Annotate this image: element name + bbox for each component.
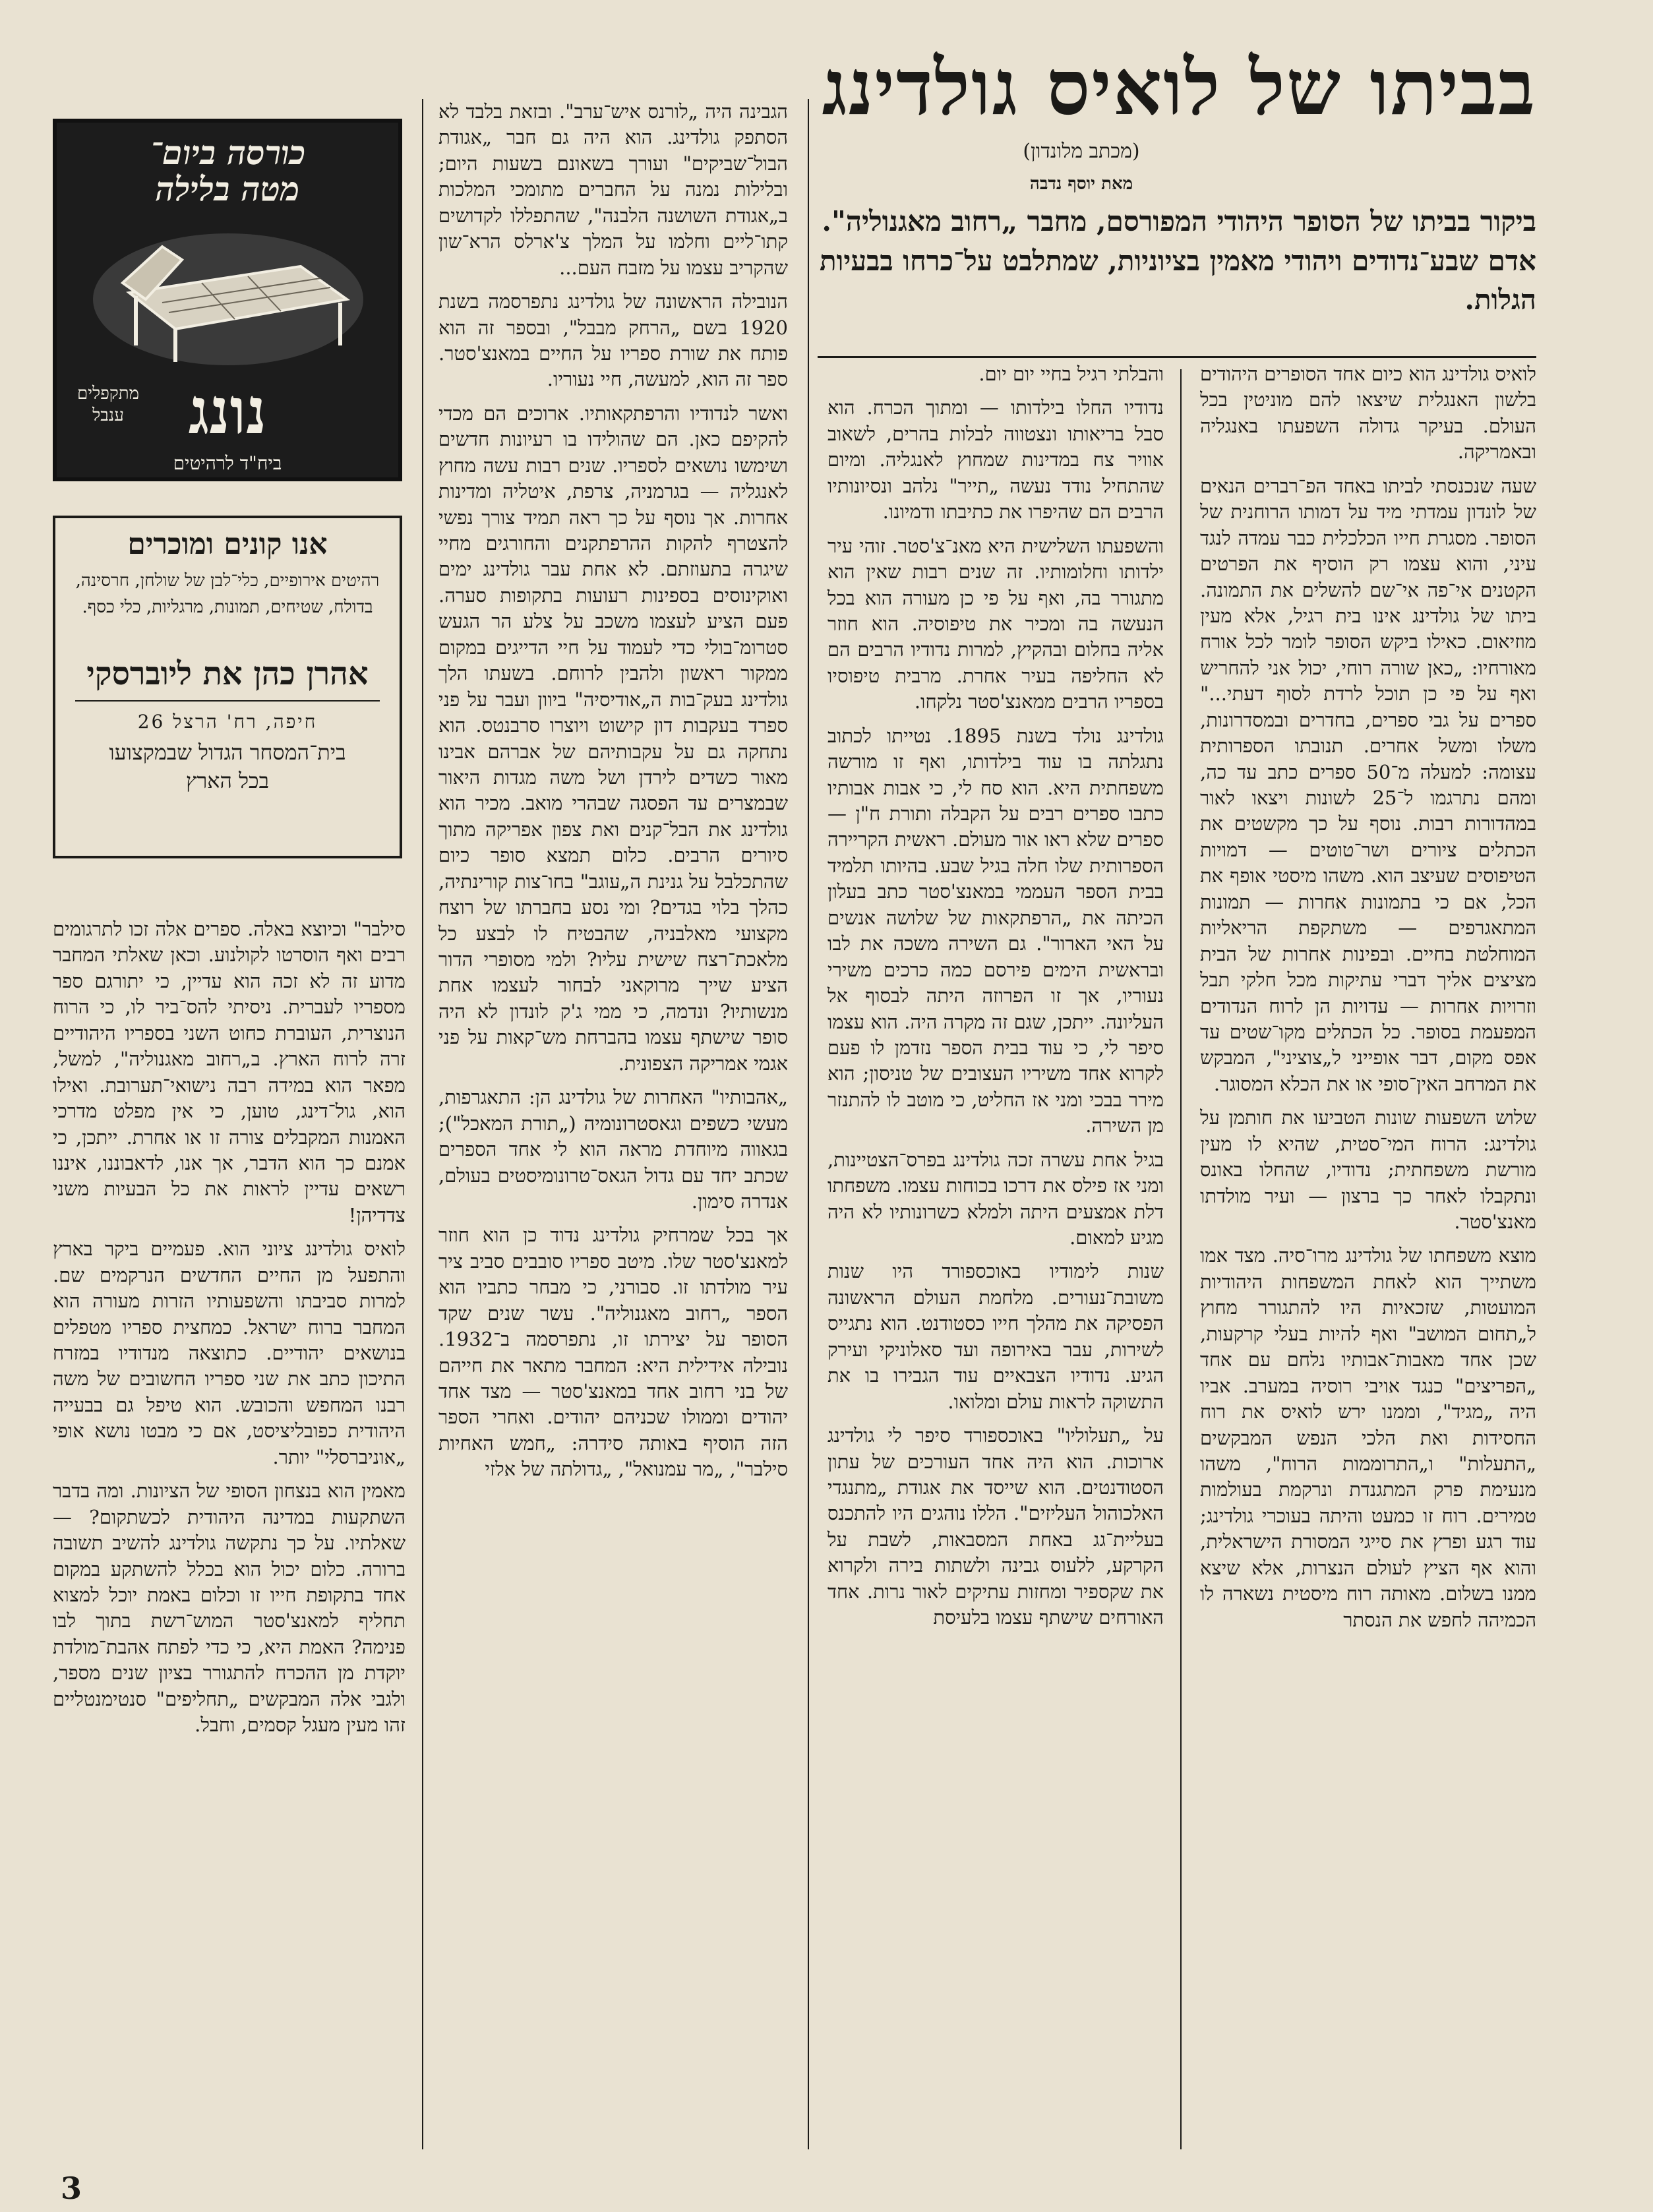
armchair-advertisement — [53, 119, 402, 481]
paragraph: שנות לימודיו באוכספורד היו שנות משובת־נעורים. מלחמת העולם הראשונה הפסיקה את מהלך חייו כסטודנט. הוא נתגייס לשירות, עבר באירופה ועד סאלוניקי ועירק הגיע. נדודיו הצבאיים עוד הגבירו בו את התשוקה לראות עולם ומלואו. — [827, 1260, 1164, 1413]
paragraph: הנובילה הראשונה של גולדינג נתפרסמה בשנת 1920 בשם „הרחק מבבל", ובספר זה הוא פותח את שורת ספריו על החיים במאנצ'סטר. ספר זה הוא, למעשה, חיי נעוריו. — [438, 290, 788, 391]
article-dateline: (מכתב מלונדון) — [1023, 140, 1140, 163]
ad-slogan: כורסה ביום־ מטה בלילה — [149, 133, 306, 208]
column-divider — [808, 99, 809, 2149]
ad-address: חיפה, רח' הרצל 26 — [137, 710, 318, 732]
armchair-illustration — [83, 220, 373, 372]
paragraph: מאמין הוא בנצחון הסופי של הציונות. ומה בדבר השתקעות במדינה היהודית לכשתקום? — שאלתיו. על כך נתקשה גולדינג להשיב תשובה ברורה. כלום יכול הוא בכלל להשתקע במקום אחד בתקופת חייו זו וכלום באמת יוכל למצוא תחליף למאנצ'סטר המוש־רשת בתוך לבו פנימה? האמת היא, כי כדי לפתח אהבת־מולדת יוקדת מן ההכרח להתגורר בציון שנים מספר, ולגבי אלה המבקשים „תחליפים" סנטימנטליים זהו מעין מעגל קסמים, וחבל. — [53, 1480, 406, 1737]
paragraph: והשפעתו השלישית היא מאנ־צ'סטר. זוהי עיר ילדותו וחלומותיו. זה שנים רבות שאין הוא מתגורר בה, ואף על פי כן מעורה הוא בכל הנעשה בה ומכיר את טיפוסיה. הוא חוזר אליה בחלום ובהקיץ, למרות נדודיו הרבים הם לא החליפה בעיר אחרת. מרבית טיפוסיו בספריו הרבים ממאנצ'סטר נלקחו. — [827, 534, 1164, 713]
furniture-dealer-advertisement — [53, 516, 402, 858]
article-column-2 — [827, 361, 1164, 2155]
article-title: בביתו של לואיס גולדינג — [822, 43, 1536, 133]
ad-items: רהיטים אירופיים, כלי־לבן של שולחן, חרסינה, בדולח, שטיחים, תמונות, מרגליות, כלי כסף. — [75, 571, 380, 618]
ad-description: בית־המסחר הגדול שבמקצועו בכל הארץ — [109, 739, 346, 793]
paragraph: שעה שנכנסתי לביתו באחד הפ־רברים הנאים של לונדון עמדתי מיד על דמותו הרוחנית של הסופר. מסגרת חייו הכלכלית כבר עמדה לנגד עיני, והוא עצמו רק הוסיף את הפרטים הקטנים אי־פה אי־שם להשלים את התמונה. ביתו של גולדינג אינו בית רגיל, אלא מעין מוזיאום. כאילו ביקש הסופר לומר לכל אורח מאורחיו: „כאן שורה רוחי, יכול אני להחריש ואף על פי כן תוכל לרדת לסוף דעתי..." ספרים על גבי ספרים, בחדרים ובמסדרונות, משלו ומשל אחרים. תנובתו הספרותית עצומה: למעלה מ־50 ספרים כתב עד כה, ומהם נתרגמו ל־25 לשונות ויצאו לאור במהדורות רבות. נוסף על כך מקשטים את הכתלים ציורים ושר־טוטים — דמויות הטיפוסים שעיצב הוא. משהו מיסטי אופף את הכל, אם כי בתמונות אחרות — תמונות המתאגרפים — משתקפת הריאליות המוחלטת בחיים. ובפינות אחרות של הבית מציצים אליך דברי עתיקות מכל חלקי תבל וזרויות אחרות — עדויות הן לרוח הנדודים המפעמת בסופר. כל הכתלים מקו־שטים עד אפס מקום, דבר אופייני ל„צוציני", המבקש את המרחב האין־סופי או את הכלא המסוגר. — [1200, 474, 1536, 1095]
paragraph: לואיס גולדינג הוא כיום אחד הסופרים היהודים בלשון האנגלית שיצאו להם מוניטין בכל העולם. בעיקר גדולה השפעתו באנגליה ובאמריקה. — [1200, 363, 1536, 463]
paragraph: נדודיו החלו בילדותו — ומתוך הכרח. הוא סבל בריאותו ונצטווה לבלות בהרים, לשאוב אוויר צח במדינות שמחוץ לאנגליה. ומיום שהתחיל נודד נעשה „תייר" נלהב ונסיונותיו הרבים הם שהיפרו את כתיבתו ודמיונו. — [827, 396, 1164, 523]
article-byline: מאת יוסף נדבה — [1029, 174, 1133, 194]
ad-tag: מתקפלים ענבל — [76, 384, 139, 425]
paragraph: „אהבותיו" האחרות של גולדינג הן: התאגרפות, מעשי כשפים וגאסטרונומיה („תורת המאכל"); בגאווה מיוחדת מראה הוא לי אחד הספרים שכתב יחד עם גדול הגאס־טרונומיסטים בעולם, אנדרה סימון. — [438, 1086, 788, 1212]
paragraph: והבלתי רגיל בחיי יום יום. — [978, 363, 1164, 385]
paragraph: הגבינה היה „לורנס איש־ערב". ובזאת בלבד לא הסתפק גולדינג. הוא היה גם חבר „אגודת הבול־שביקים" ועורך בשאונם בשעות היום; ובלילות נמנה על החברים מתומכי המלכות ב„אגודת השושנה הלבנה", שהתפללו לקדושים קתו־ליים וחלמו על המלך צ'ארלס הרא־שון שהקריב עצמו על מזבח העם... — [438, 100, 788, 279]
paragraph: סילבר" וכיוצא באלה. ספרים אלה זכו לתרגומים רבים ואף הוסרטו לקולנוע. וכאן שאלתי המחבר מדוע זה לא זכה הוא עדיין, כי יתורגם ספר מספריו לעברית. ניסיתי להס־ביר לו, כי הרוח הנוצרית, העוברת כחוט השני בספריו היהודיים זרה לרוח הארץ. ב„רחוב מאגנוליה", למשל, מפאר הוא במידה רבה נישואי־תערובת. ואילו הוא, גול־דינג, טוען, כי אין מפלט מדרכי האמנות המקבלים צורה זו או אחרת. ייתכן, כי אמנם כך הוא הדבר, אך אנו, לדאבוננו, איננו רשאים עדיין לראות את כל הבעיות משני צדדיהן! — [53, 918, 406, 1226]
ad-brand-logo: נונג — [188, 374, 267, 448]
paragraph: על „תעלוליו" באוכספורד סיפר לי גולדינג ארוכות. הוא היה אחד העורכים של עתון הסטודנטים. הוא שייסד את אגודת „מתנגדי האלכוהול העליזים". הללו נוהגים היו להתכנס בעליית־גג באחת המסבאות, לשבת על הקרקע, ללעוס גבינה ולשתות בירה ולקרוא את שקספיר ומחזות עתיקים לאור נרות. אחד האורחים שישתף עצמו בלעיסת — [827, 1424, 1164, 1629]
ad-divider — [75, 700, 380, 702]
paragraph: גולדינג נולד בשנת 1895. נטייתו לכתוב נתגלתה בו עוד בילדותו, ואף זו מורשה משפחתית היא. הוא סח לי, כי אבות אבותיו כתבו ספרים רבים על הקבלה ותורת ח"ן — ספרים שלא ראו אור מעולם. ראשית הקריירה הספרותית שלו חלה בגיל שבע. בהיותו תלמיד בבית הספר העממי במאנצ'סטר כתב בעלון הכיתה את „הרפתקאות של שלושה אנשים על האי הארור". גם השירה משכה את לבו ובראשית הימים פירסם כמה כרכים משירי נעוריו, אך זו הפרוזה היתה לבסוף אל העליונה. ייתכן, שגם זה מקרה היה. הוא עצמו סיפר לי, כי עוד בבית הספר נזדמן לו פעם לקרוא אחד משיריו העצובים של טניסון; הוא מירר בבכי ומני אז החליט, כי מוטב לו להתנזר מן השירה. — [827, 724, 1164, 1137]
article-column-1 — [1200, 361, 1536, 2155]
paragraph: שלוש השפעות שונות הטביעו את חותמן על גולדינג: הרוח המי־סטית, שהיא לו מעין מורשת משפחתית; נדודיו, שהחלו באונס ונתקבלו לאחר כך ברצון — ועיר מולדתו מאנצ'סטר. — [1200, 1106, 1536, 1233]
lead-divider — [818, 356, 1536, 358]
article-column-3 — [438, 99, 788, 2155]
ad-subline: ביח"ד לרהיטים — [173, 452, 282, 474]
column-divider — [1180, 369, 1182, 2149]
ad-business-name: אהרן כהן את ליוברסקי — [86, 655, 369, 692]
paragraph: אך בכל שמרחיק גולדינג נדוד כן הוא חוזר למאנצ'סטר שלו. מיטב ספריו סובבים סביב ציר עיר מולדתו זו. סבורני, כי מבחר כתביו הוא הספר „רחוב מאגנוליה". עשר שנים שקד הסופר על יצירתו זו, נתפרסמה ב־1932. נובילה אידילית היא: המחבר מתאר את חייהם של בני רחוב אחד במאנצ'סטר — מצד אחד יהודים וממולו שכניהם יהודים. ואחרי הספר הזה הוסיף באותה סידרה: „חמש האחיות סילבר", „מר עמנואל", „גדולתה של אלזי — [438, 1224, 788, 1481]
article-column-4 — [53, 916, 406, 2155]
paragraph: ואשר לנדודיו והרפתקאותיו. ארוכים הם מכדי להקיפם כאן. הם שהולידו בו רעיונות חדשים ושימשו נושאים לספריו. שנים רבות עשה מחוץ לאנגליה — בגרמניה, צרפת, איטליה ומדינות אחרות. אך נוסף על כך ראה תמיד צורך נפשי להצטרף להקות ההרפתקנים והחורגים מחיי שיגרה בתעוזתם. לא אחת עבר גולדינג ימים ואוקינוסים בספינות רעועות בתקופות סערה. פעם הציע לעצמו משכב על צלע הר הגעש סטרומ־בולי כדי לעמוד על חיי הדייגים במקום ממקור ראשון ולהבין לרוחם. בשעתו הלך גולדינג בעק־בות ה„אודיסיה" ביוון ועבר על פני ספרד בעקבות דון קישוט ויוצרו סרבנטס. הוא נתחקה גם על עקבותיהם של אברהם אבינו מאור כשדים לירדן ושל משה מגדות היאור שבמצרים עד הפסגה שבהרי מואב. מכיר הוא גולדינג את הבל־קנים ואת צפון אפריקה מתוך סיורים הרבים. כלום תמצא סופר כיום שהתכלבל על גנינת ה„עוגב" בחו־צות קורינתיה, כהלך בלוי בגדים? ומי נסע בחברתו של רוצח מקצועי מאלבניה, שהבטיח לו לבצע כל מלאכת־רצח שישית עליו? ולמי מסופרי הדור הציע שייך מרוקאני לבחור לעצמו אחת מנשותיו? ונדמה, כי ממי ג'ק לונדון לא היה סופר שישתף עצמו בהברחת מש־קאות על פני אגמי אמריקה הצפונית. — [438, 402, 788, 1075]
paragraph: לואיס גולדינג ציוני הוא. פעמיים ביקר בארץ והתפעל מן החיים החדשים הנרקמים שם. למרות סביבתו והשפעותיו הזרות מעורה הוא המחבר ברוח ישראל. כמחצית ספריו מטפלים בנושאים יהודיים. כתוצאה מנדודיו במזרח התיכון כתב את שני ספריו החשובים של משה רבנו המחפש והכובש. הוא טיפל גם בבעייה היהודית כפובליציסט, אם כי מבטו נושא אופי „אוניברסלי" יותר. — [53, 1238, 406, 1468]
paragraph: בגיל אחת עשרה זכה גולדינג בפרס־הצטיינות, ומני אז פילס את דרכו בכוחות עצמו. משפחתו דלת אמצעים היתה ולמלא כשרונותיו לא היה מגיע למאום. — [827, 1148, 1164, 1249]
column-divider — [422, 99, 423, 2149]
article-lead: ביקור בביתו של הסופר היהודי המפורסם, מחבר „רחוב מאגנוליה". אדם שבע־נדודים ויהודי מאמין בציוניות, שמתלבט על־כרחו בבעיות הגלות. — [820, 205, 1536, 316]
page-number: 3 — [61, 2170, 82, 2206]
paragraph: מוצא משפחתו של גולדינג מרו־סיה. מצד אמו משתייך הוא לאחת המשפחות היהודיות המועטות, שזכאיות היו להתגורר מחוץ ל„תחום המושב" ואף להיות בעלי קרקעות, שכן אחד מאבות־אבותיו נלחם עם אחד „הפריצים" כנגד אויבי רוסיה במערב. אביו היה „מגיד", וממנו ירש לואיס את רוח החסידות ואת הלכי הנפש המבקשים „התעלות" ו„התרוממות הרוח", משהו מנעימת פרק המתגנדת ונרקמת בעולמות טמירים. רוח זו כמעט והיתה בעוכרי גולדינג; עוד רגע ופרץ את סייגי המסורת הישראלית, והוא אף הציץ לעולם הנצרות, אלא שיצא ממנו בשלום. מאותה רוח מיסטית נשארה לו הכמיהה לחפש את הנסתר — [1200, 1244, 1536, 1631]
ad-heading: אנו קונים ומוכרים — [127, 527, 328, 561]
